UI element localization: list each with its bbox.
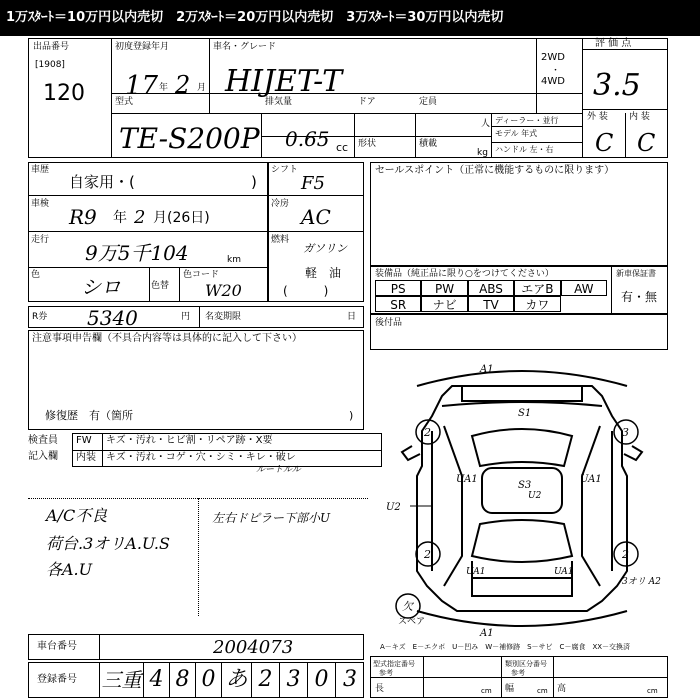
dims-unit-2: cm <box>537 687 548 695</box>
disp-label: 排気量 <box>265 97 293 107</box>
month-unit: 月 <box>197 83 207 93</box>
drive-4wd: 4WD <box>541 76 565 87</box>
sales-block <box>370 162 668 266</box>
diag-ua1-bl: UA1 <box>466 567 486 577</box>
chassis-value: 2004073 <box>213 637 294 658</box>
mileage-label: 走行 <box>31 235 50 245</box>
notes-block <box>28 330 364 430</box>
plate-label: 登録番号 <box>37 674 77 685</box>
fuel-value: ガソリン <box>303 242 347 255</box>
inspection-era: R9 <box>69 205 97 229</box>
car-name: HIJET-T <box>225 64 343 99</box>
equipment-item: PW <box>421 280 467 296</box>
cap-label: 定員 <box>419 97 438 107</box>
legend: A－キズ E－エクボ U－凹み W－補修跡 S－サビ C－腐食 XX－交換済 <box>380 643 631 651</box>
lot-code: [1908] <box>35 60 65 70</box>
comments-block <box>28 480 368 620</box>
equipment-grid <box>375 280 607 312</box>
fw-items: キズ・汚れ・ヒビ割・リペア跡・X要 <box>106 435 273 446</box>
ac-label: 冷房 <box>271 199 290 209</box>
drive-2wd: 2WD <box>541 52 565 63</box>
dims-unit-3: cm <box>647 687 658 695</box>
equipment-item: エアB <box>514 280 560 296</box>
diag-s3: S3 <box>518 480 532 491</box>
model-year-label: モデル 年式 <box>495 129 538 138</box>
equipment-item: AW <box>561 280 607 296</box>
plate-n3: 0 <box>308 663 336 697</box>
reg-year: 17 <box>125 71 159 101</box>
mileage-unit: km <box>227 255 241 265</box>
model-value: TE-S200P <box>119 122 260 155</box>
plate-d2: 8 <box>170 663 196 697</box>
fuel-diesel: 軽 油 <box>305 266 342 280</box>
recycle-block <box>28 306 364 328</box>
plate-n1: 2 <box>252 663 280 697</box>
expiry-unit: 日 <box>347 312 357 322</box>
grade-value: 3.5 <box>593 68 641 103</box>
warranty-value: 有・無 <box>621 290 658 304</box>
fuel-paren: ( ) <box>283 284 329 298</box>
shift-value: F5 <box>301 173 325 194</box>
dealer-label: ディーラー・並行 <box>495 116 559 125</box>
model-label: 型式 <box>115 97 134 107</box>
color-value: シロ <box>81 275 121 299</box>
dims-width: 幅 <box>505 684 515 694</box>
plate-cells <box>100 663 364 697</box>
fw-label: FW <box>76 435 92 446</box>
aftermarket-label: 後付品 <box>375 318 403 328</box>
diag-gate: 3オリ A2 <box>622 577 661 587</box>
shape-label: 形状 <box>358 139 377 149</box>
recycle-unit: 円 <box>181 312 191 322</box>
inspector-handwritten: ルートルル <box>256 465 301 475</box>
diag-tire-fl: 2 <box>424 426 431 439</box>
car-diagram <box>372 356 670 642</box>
history-value: 自家用・( <box>69 173 135 191</box>
diag-ua1-left: UA1 <box>456 474 478 485</box>
mileage-value: 9万5千104 <box>85 241 189 265</box>
int-label: 内 装 <box>629 112 650 122</box>
history-block <box>28 162 268 302</box>
repair-close: ) <box>349 409 354 422</box>
equipment-item: カワ <box>514 296 560 312</box>
equipment-item: ABS <box>468 280 514 296</box>
aftermarket-block <box>370 314 668 350</box>
history-close: ) <box>251 173 257 191</box>
diag-front: A1 <box>480 364 494 375</box>
diag-tire-rr: 2 <box>622 548 629 561</box>
color-code-value: W20 <box>205 281 242 300</box>
dims-ref: 参考 <box>379 669 393 677</box>
plate-n2: 3 <box>280 663 308 697</box>
year-unit: 年 <box>159 83 169 93</box>
shift-label: シフト <box>271 165 299 175</box>
dims-class-label: 類別区分番号 <box>505 660 547 668</box>
plate-d1: 4 <box>144 663 170 697</box>
door-label: ドア <box>358 97 376 107</box>
int-trim-label: 内装 <box>76 452 96 463</box>
drive-dot: ・ <box>551 66 561 76</box>
shift-block <box>268 162 364 302</box>
sales-label: セールスポイント（正常に機能するものに限ります） <box>375 165 615 176</box>
inspection-year: 2 <box>134 207 146 228</box>
plate-pref: 三重 <box>100 663 144 697</box>
plate-d3: 0 <box>196 663 222 697</box>
history-label: 車歴 <box>31 165 50 175</box>
plate-n4: 3 <box>343 667 357 692</box>
warranty-label: 新車保証書 <box>616 269 656 278</box>
equipment-item: PS <box>375 280 421 296</box>
comment-line-3: 各A.U <box>46 560 93 579</box>
inspection-label: 車検 <box>31 199 50 209</box>
dims-length: 長 <box>375 684 385 694</box>
load-unit: kg <box>477 148 488 158</box>
diag-tire-rl: 2 <box>424 548 431 561</box>
diag-u2-left: U2 <box>386 502 401 513</box>
diag-tire-fr: 3 <box>622 426 629 439</box>
diag-ua1-right: UA1 <box>580 474 602 485</box>
diag-rear: A1 <box>480 628 494 639</box>
dims-unit-1: cm <box>481 687 492 695</box>
equipment-item: ナビ <box>421 296 467 312</box>
ext-label: 外 装 <box>587 112 608 122</box>
color-code-label: 色コード <box>183 270 220 280</box>
repaint-label: 色替 <box>151 281 170 291</box>
diag-u2-center: U2 <box>528 491 542 501</box>
equipment-item: SR <box>375 296 421 312</box>
chassis-block <box>28 634 364 660</box>
handle-label: ハンドル 左・右 <box>495 145 554 154</box>
int-value: C <box>637 129 656 157</box>
lot-label: 出品番号 <box>33 42 70 52</box>
recycle-label: R券 <box>32 312 48 322</box>
diag-ua1-br: UA1 <box>554 567 574 577</box>
disp-value: 0.65 <box>285 127 330 151</box>
lot-number: 120 <box>43 81 85 106</box>
recycle-value: 5340 <box>87 306 138 330</box>
notes-label: 注意事項申告欄（不具合内容等は具体的に記入して下さい） <box>32 333 302 344</box>
inspector-block <box>28 432 368 475</box>
equipment-label: 装備品（純正品に限り○をつけてください） <box>375 269 554 279</box>
comment-right: 左右ドピラー下部小U <box>212 511 331 525</box>
dims-ref2: 参考 <box>511 669 525 677</box>
dims-block <box>370 656 668 698</box>
banner: 1万ｽﾀｰﾄ＝10万円以内売切 2万ｽﾀｰﾄ＝20万円以内売切 3万ｽﾀｰﾄ＝30万円以内売切 <box>0 0 700 36</box>
name-label: 車名・グレード <box>213 42 277 52</box>
expiry-label: 名変期限 <box>205 312 242 322</box>
dims-model-label: 型式指定番号 <box>373 660 415 668</box>
int-items: キズ・汚れ・コゲ・穴・シミ・キレ・破レ <box>106 452 296 463</box>
inspection-year-unit: 年 <box>113 210 127 226</box>
reg-label: 初度登録年月 <box>115 42 170 52</box>
color-label: 色 <box>31 270 41 280</box>
dims-height: 高 <box>557 684 567 694</box>
comment-line-2: 荷台.3オリA.U.S <box>46 534 170 553</box>
comment-line-1: A/C不良 <box>46 506 108 525</box>
inspector-label-2: 記入欄 <box>28 451 58 462</box>
repair-label: 修復歴 有（箇所 <box>45 409 133 422</box>
diag-spare-mark: 欠 <box>402 600 413 613</box>
ac-value: AC <box>301 205 331 229</box>
inspector-label-1: 検査員 <box>28 435 58 446</box>
load-label: 積載 <box>419 139 438 149</box>
equipment-block <box>370 266 668 314</box>
header-block <box>28 38 668 158</box>
reg-month: 2 <box>175 71 191 99</box>
plate-block <box>28 662 364 698</box>
chassis-label: 車台番号 <box>37 641 77 652</box>
disp-unit: cc <box>336 141 349 154</box>
ext-value: C <box>595 129 614 157</box>
fuel-label: 燃料 <box>271 235 290 245</box>
inspection-month-day: 月(26日) <box>153 210 210 226</box>
cap-unit: 人 <box>481 119 491 129</box>
diag-s1: S1 <box>518 408 532 419</box>
diag-spare-label: スペア <box>398 617 426 627</box>
grade-label: 評 価 点 <box>595 38 632 49</box>
equipment-item: TV <box>468 296 514 312</box>
plate-kana: あ <box>222 663 252 697</box>
